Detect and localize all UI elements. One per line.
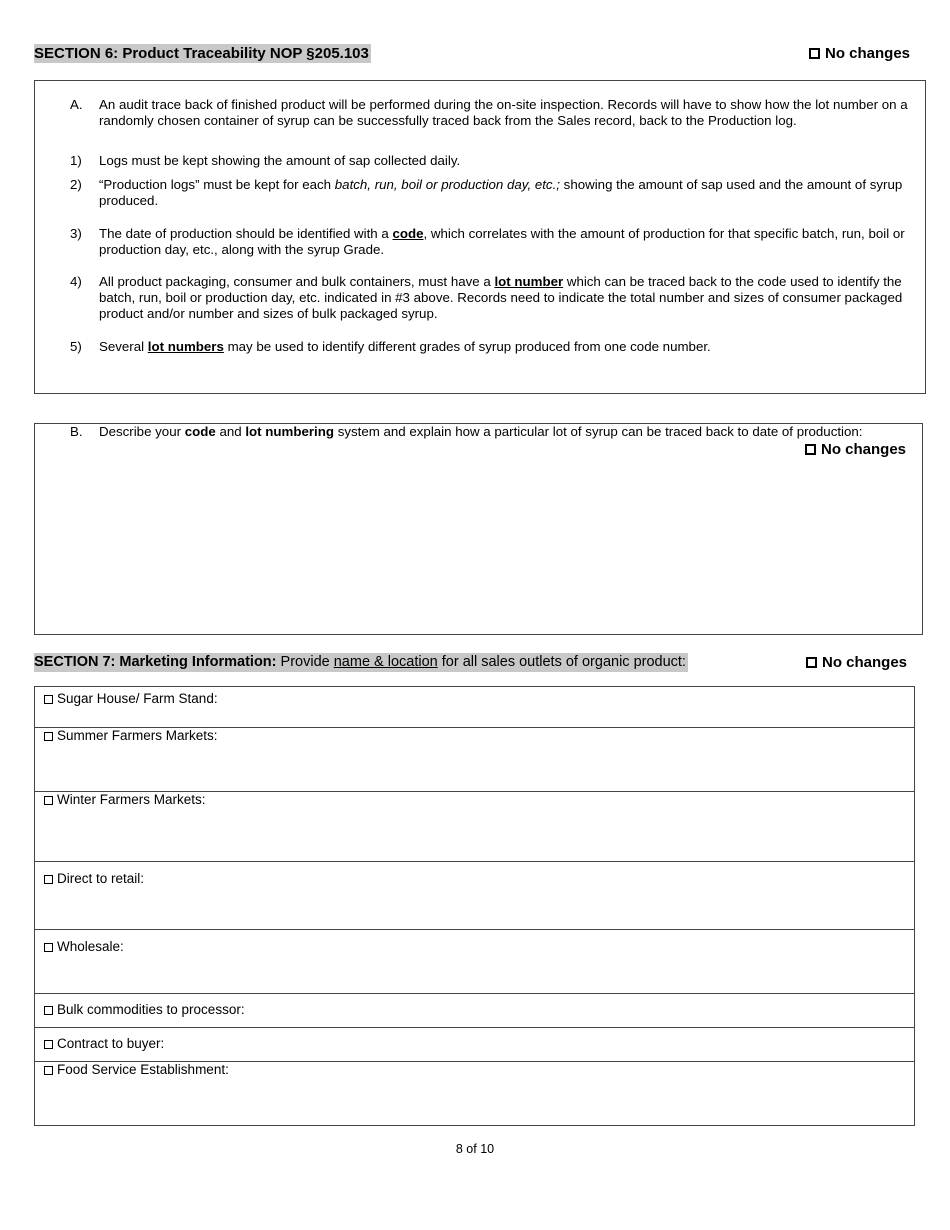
outlet-label: Winter Farmers Markets:	[44, 792, 206, 807]
part-b-label: B.	[70, 424, 83, 439]
outlet-row-food-service[interactable]	[34, 1061, 915, 1126]
item-text: “Production logs” must be kept for each batch, run, boil or production day, etc.; showing the amount of sap used and the amount of syrup produced.	[99, 177, 903, 208]
checkbox-icon[interactable]	[44, 695, 53, 704]
outlet-row-sugar-house[interactable]	[34, 686, 915, 728]
outlet-label: Food Service Establishment:	[44, 1062, 229, 1077]
item-text: Logs must be kept showing the amount of sap collected daily.	[99, 153, 461, 168]
item-number: 2)	[70, 177, 82, 192]
outlet-row-wholesale[interactable]	[34, 929, 915, 994]
part-a-text: An audit trace back of finished product will be performed during the on-site inspection. Records will have to show how the lot number on a randomly chosen container of syrup can be successfully traced back from the Sales record, back to the Production log.	[99, 97, 908, 128]
outlet-label: Wholesale:	[44, 939, 124, 954]
outlet-label: Summer Farmers Markets:	[44, 728, 218, 743]
outlet-row-contract-buyer[interactable]	[34, 1027, 915, 1062]
part-b-answer-box[interactable]	[34, 423, 923, 635]
section-6-no-changes[interactable]: No changes	[809, 44, 910, 63]
outlet-row-bulk-processor[interactable]	[34, 993, 915, 1028]
section-7-no-changes[interactable]: No changes	[806, 653, 907, 672]
item-number: 1)	[70, 153, 82, 168]
item-text: All product packaging, consumer and bulk containers, must have a lot number which can be traced back to the code used to identify the batch, run, boil or production day, etc. indicated in #3 above. Records need to indicate the total number and sizes of consumer packaged product and/or number and sizes of bulk packaged syrup.	[99, 274, 903, 321]
checkbox-icon[interactable]	[44, 796, 53, 805]
outlet-row-winter-markets[interactable]	[34, 791, 915, 862]
checkbox-icon[interactable]	[44, 1006, 53, 1015]
outlet-label: Direct to retail:	[44, 871, 144, 886]
section-6-title: SECTION 6: Product Traceability NOP §205.103	[34, 45, 369, 62]
checkbox-icon[interactable]	[44, 943, 53, 952]
item-text: The date of production should be identified with a code, which correlates with the amount of production for that specific batch, run, boil or production day, etc., along with the syrup Grade.	[99, 226, 905, 257]
part-a-label: A.	[70, 97, 83, 112]
item-number: 3)	[70, 226, 82, 241]
requirement-1	[64, 153, 924, 171]
outlet-row-summer-markets[interactable]	[34, 727, 915, 792]
requirement-5	[64, 339, 924, 357]
outlet-label: Sugar House/ Farm Stand:	[44, 691, 218, 706]
part-b-text: Describe your code and lot numbering system and explain how a particular lot of syrup can be traced back to date of production:	[99, 424, 863, 439]
page-number: 8 of 10	[455, 1142, 495, 1156]
section-7-title: SECTION 7: Marketing Information: Provide name & location for all sales outlets of organic product:	[34, 654, 686, 670]
item-text: Several lot numbers may be used to identify different grades of syrup produced from one code number.	[99, 339, 711, 354]
requirement-2	[64, 177, 924, 211]
checkbox-icon[interactable]	[805, 444, 816, 455]
checkbox-icon[interactable]	[44, 1040, 53, 1049]
part-a	[64, 97, 924, 131]
requirement-4	[64, 274, 924, 324]
part-b	[64, 424, 924, 442]
checkbox-icon[interactable]	[44, 1066, 53, 1075]
item-number: 4)	[70, 274, 82, 289]
outlet-label: Bulk commodities to processor:	[44, 1002, 245, 1017]
checkbox-icon[interactable]	[806, 657, 817, 668]
outlet-row-direct-retail[interactable]	[34, 861, 915, 930]
checkbox-icon[interactable]	[44, 875, 53, 884]
outlet-label: Contract to buyer:	[44, 1036, 164, 1051]
part-b-no-changes[interactable]: No changes	[805, 440, 906, 459]
item-number: 5)	[70, 339, 82, 354]
checkbox-icon[interactable]	[809, 48, 820, 59]
requirement-3	[64, 226, 924, 260]
checkbox-icon[interactable]	[44, 732, 53, 741]
